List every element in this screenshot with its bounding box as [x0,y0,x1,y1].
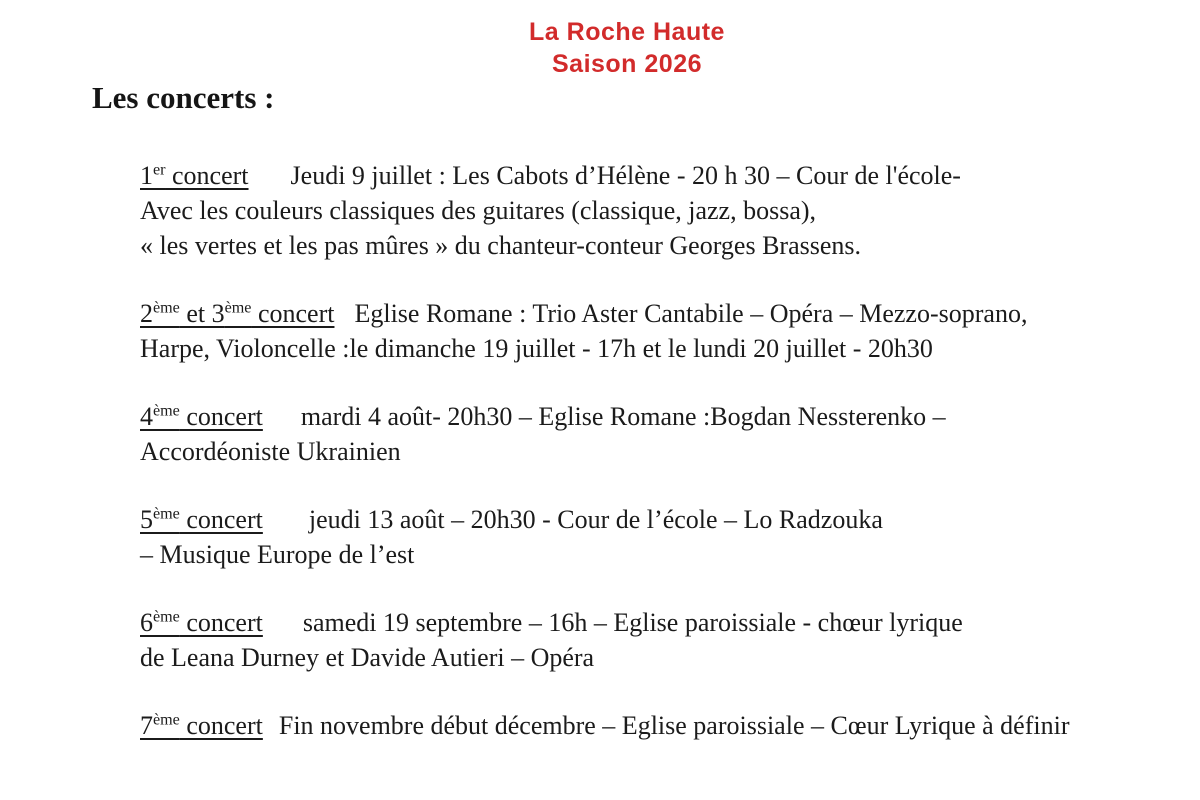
concert-7-details: Fin novembre début décembre – Eglise paroissiale – Cœur Lyrique à définir [278,711,1070,740]
concert-7-label-rest: concert [179,711,263,740]
concert-4-ordinal-suffix: ème [153,402,180,420]
label-gap [334,321,354,322]
title-line-1: La Roche Haute [529,18,725,46]
concert-6-label-rest: concert [179,608,263,637]
document-title [27,16,1200,80]
concert-2-3-details: Eglise Romane : Trio Aster Cantabile – Opéra – Mezzo-soprano, [354,299,1028,328]
label-gap [263,630,303,631]
concert-4-details: mardi 4 août- 20h30 – Eglise Romane :Bogdan Nessterenko – [300,402,946,431]
concert-7-number: 7 [140,711,153,740]
concert-2-3-label-rest: concert [251,299,335,328]
concert-4-label-rest: concert [179,402,263,431]
concert-2-3-label [140,299,334,328]
label-gap [263,527,309,528]
concert-entry-5 [140,502,1200,572]
concert-3-ordinal-suffix: ème [224,299,252,317]
concert-6-number: 6 [140,608,153,637]
title-line-2: Saison 2026 [551,50,703,78]
section-heading: Les concerts : [92,80,275,115]
concert-1-line-3: « les vertes et les pas mûres » du chanteur-conteur Georges Brassens. [140,231,862,260]
concert-7-label [140,711,263,740]
concert-2-ordinal-suffix: ème [153,299,180,317]
concert-6-line-2: de Leana Durney et Davide Autieri – Opéra [140,643,595,672]
label-gap [263,733,279,734]
concert-5-number: 5 [140,505,153,534]
concert-4-label [140,402,263,431]
concert-4-line-2: Accordéoniste Ukrainien [140,437,401,466]
concert-2-3-line-2: Harpe, Violoncelle :le dimanche 19 juillet - 17h et le lundi 20 juillet - 20h30 [140,334,933,363]
concert-4-number: 4 [140,402,153,431]
concert-1-line-2: Avec les couleurs classiques des guitares (classique, jazz, bossa), [140,196,817,225]
concert-entry-2-3 [140,296,1200,366]
concert-5-ordinal-suffix: ème [153,505,180,523]
concert-entry-7 [140,708,1200,743]
concert-list [140,158,1200,743]
concert-1-label-rest: concert [165,161,249,190]
concert-5-details: jeudi 13 août – 20h30 - Cour de l’école – Lo Radzouka [308,505,883,534]
concert-entry-6 [140,605,1200,675]
label-gap [263,424,301,425]
concert-6-details: samedi 19 septembre – 16h – Eglise paroissiale - chœur lyrique [302,608,963,637]
concert-entry-4 [140,399,1200,469]
concert-1-label [140,161,249,190]
concert-6-ordinal-suffix: ème [153,608,180,626]
concert-5-label [140,505,263,534]
concert-5-line-2: – Musique Europe de l’est [140,540,415,569]
concert-1-details: Jeudi 9 juillet : Les Cabots d’Hélène - 20 h 30 – Cour de l'école- [290,161,961,190]
concert-2-number: 2 [140,299,153,328]
concert-2-3-conj: et 3 [179,299,225,328]
concert-6-label [140,608,263,637]
concert-1-number: 1 [140,161,153,190]
concert-7-ordinal-suffix: ème [153,711,180,729]
concert-1-ordinal-suffix: er [153,161,166,179]
concert-entry-1 [140,158,1200,263]
label-gap [249,183,291,184]
concert-5-label-rest: concert [179,505,263,534]
